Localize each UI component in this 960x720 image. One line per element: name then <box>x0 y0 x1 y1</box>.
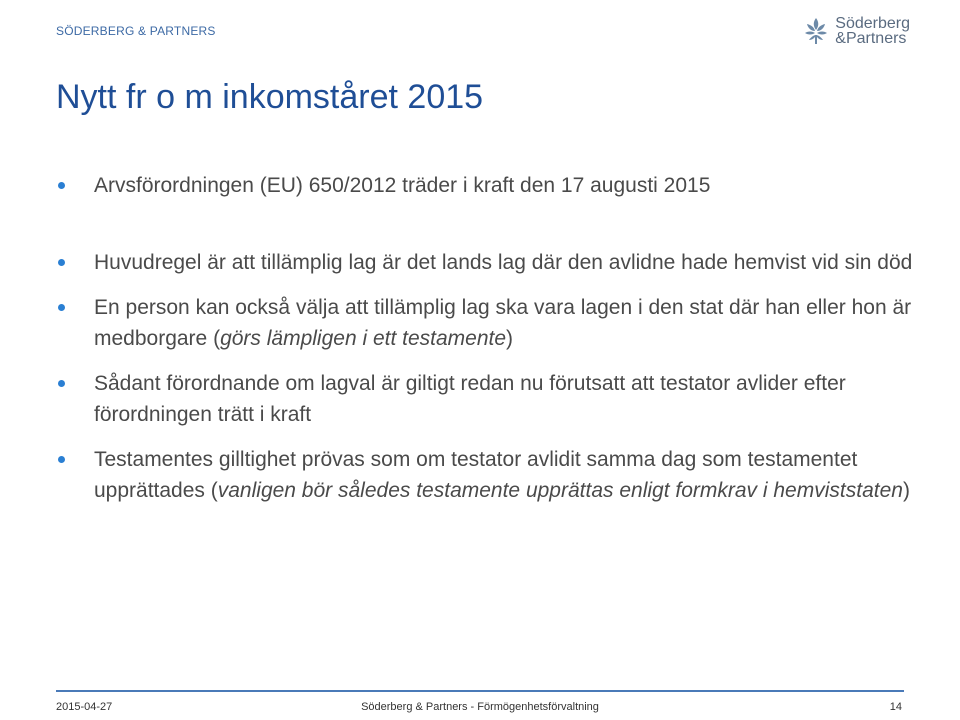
logo-line-1: Söderberg <box>835 15 910 32</box>
bullet-dot-icon <box>58 380 65 387</box>
logo-wordmark <box>835 16 910 46</box>
bullet-dot-icon <box>58 304 65 311</box>
bullet-item <box>56 292 916 354</box>
bullet-dot-icon <box>58 182 65 189</box>
footer-divider <box>56 690 904 692</box>
bullet-list <box>56 170 916 506</box>
bullet-text: En person kan också välja att tillämplig lag ska vara lagen i den stat där han eller hon är medborgare ( <box>94 296 912 350</box>
footer-date: 2015-04-27 <box>56 701 113 713</box>
bullet-item <box>56 444 916 506</box>
bullet-text-end: ) <box>506 327 514 350</box>
leaf-emblem-icon <box>803 16 829 46</box>
bullet-text: Arvsförordningen (EU) 650/2012 träder i kraft den 17 augusti 2015 <box>94 174 711 197</box>
bullet-item <box>56 368 916 430</box>
bullet-text: Huvudregel är att tillämplig lag är det lands lag där den avlidne hade hemvist vid sin död <box>94 251 913 274</box>
slide-title: Nytt fr o m inkomståret 2015 <box>56 78 484 116</box>
bullet-text: Sådant förordnande om lagval är giltigt redan nu förutsatt att testator avlider efter förordningen trätt i kraft <box>94 372 846 426</box>
bullet-dot-icon <box>58 456 65 463</box>
footer-company: Söderberg & Partners - Förmögenhetsförvaltning <box>361 701 599 713</box>
slide-footer <box>0 690 960 720</box>
bullet-italic-text: vanligen bör således testamente upprättas enligt formkrav i hemviststaten <box>217 479 903 502</box>
bullet-dot-icon <box>58 259 65 266</box>
bullet-item <box>56 247 916 278</box>
company-logo <box>803 16 910 46</box>
header-brand-text: SÖDERBERG & PARTNERS <box>56 24 216 38</box>
bullet-item <box>56 170 916 201</box>
bullet-text: Testamentes gilltighet prövas som om testator avlidit samma dag som testamentet upprättades ( <box>94 448 858 502</box>
bullet-italic-text: görs lämpligen i ett testamente <box>220 327 507 350</box>
page-number: 14 <box>889 701 902 713</box>
bullet-text-end: ) <box>902 479 910 502</box>
logo-line-2: &Partners <box>835 30 907 47</box>
